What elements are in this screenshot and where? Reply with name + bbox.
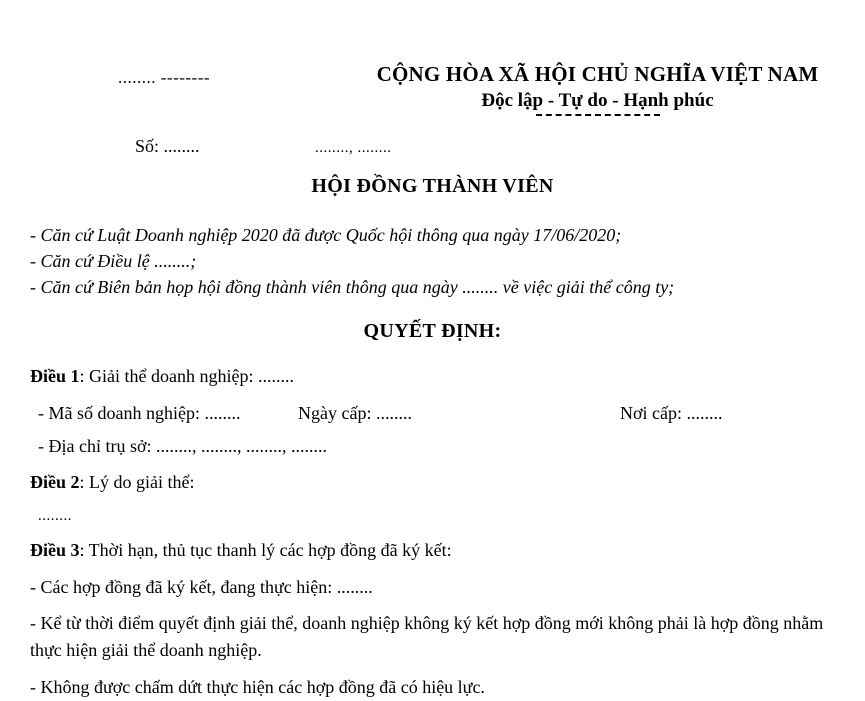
legal-basis-list bbox=[30, 222, 835, 300]
national-header bbox=[330, 62, 865, 116]
article-3-heading bbox=[30, 537, 835, 564]
article-3-item: - Không được chấm dứt thực hiện các hợp đồng đã có hiệu lực. bbox=[30, 676, 485, 697]
issue-place-field: Nơi cấp: ........ bbox=[620, 402, 723, 423]
legal-basis-item: - Căn cứ Luật Doanh nghiệp 2020 đã được Quốc hội thông qua ngày 17/06/2020; bbox=[30, 225, 622, 245]
issuing-organization-placeholder: ........ -------- bbox=[118, 68, 211, 87]
dissolution-reason-placeholder: ........ bbox=[38, 508, 72, 525]
article-1-label: Điều 1 bbox=[30, 366, 80, 387]
article-3-item: - Kể từ thời điểm quyết định giải thể, doanh nghiệp không ký kết hợp đồng mới không phải là hợp đồng nhằm thực hiện giải thể doanh nghiệp. bbox=[30, 612, 824, 661]
document-body bbox=[30, 363, 835, 701]
place-and-date-placeholder: ........, ........ bbox=[315, 140, 392, 156]
article-1-heading bbox=[30, 363, 835, 390]
article-3-item: - Các hợp đồng đã ký kết, đang thực hiện: ........ bbox=[30, 576, 373, 597]
article-2-heading bbox=[30, 469, 835, 496]
decision-heading: QUYẾT ĐỊNH: bbox=[363, 320, 502, 343]
article-1-text: : Giải thể doanh nghiệp: ........ bbox=[79, 366, 294, 387]
council-title: HỘI ĐỒNG THÀNH VIÊN bbox=[311, 175, 554, 197]
article-1-field-row bbox=[30, 400, 835, 424]
business-code-field: - Mã số doanh nghiệp: ........ bbox=[38, 402, 241, 423]
document-number-field: Số: ........ bbox=[135, 136, 200, 156]
article-2-label: Điều 2 bbox=[30, 472, 80, 492]
article-2-text: : Lý do giải thể: bbox=[79, 472, 195, 492]
country-name: CỘNG HÒA XÃ HỘI CHỦ NGHĨA VIỆT NAM bbox=[376, 62, 819, 86]
document-header bbox=[30, 0, 835, 156]
head-office-address-field: - Địa chỉ trụ sở: ........, ........, ........, ........ bbox=[38, 435, 327, 456]
legal-basis-item: - Căn cứ Điều lệ ........; bbox=[30, 251, 197, 272]
national-motto: Độc lập - Tự do - Hạnh phúc bbox=[481, 90, 714, 111]
legal-basis-item: - Căn cứ Biên bản họp hội đồng thành viên thông qua ngày ........ về việc giải thể công ty; bbox=[30, 277, 675, 298]
article-3-label: Điều 3 bbox=[30, 540, 80, 561]
issue-date-field: Ngày cấp: ........ bbox=[298, 402, 412, 423]
article-3-text: : Thời hạn, thủ tục thanh lý các hợp đồng đã ký kết: bbox=[79, 540, 452, 561]
motto-divider bbox=[536, 114, 660, 116]
